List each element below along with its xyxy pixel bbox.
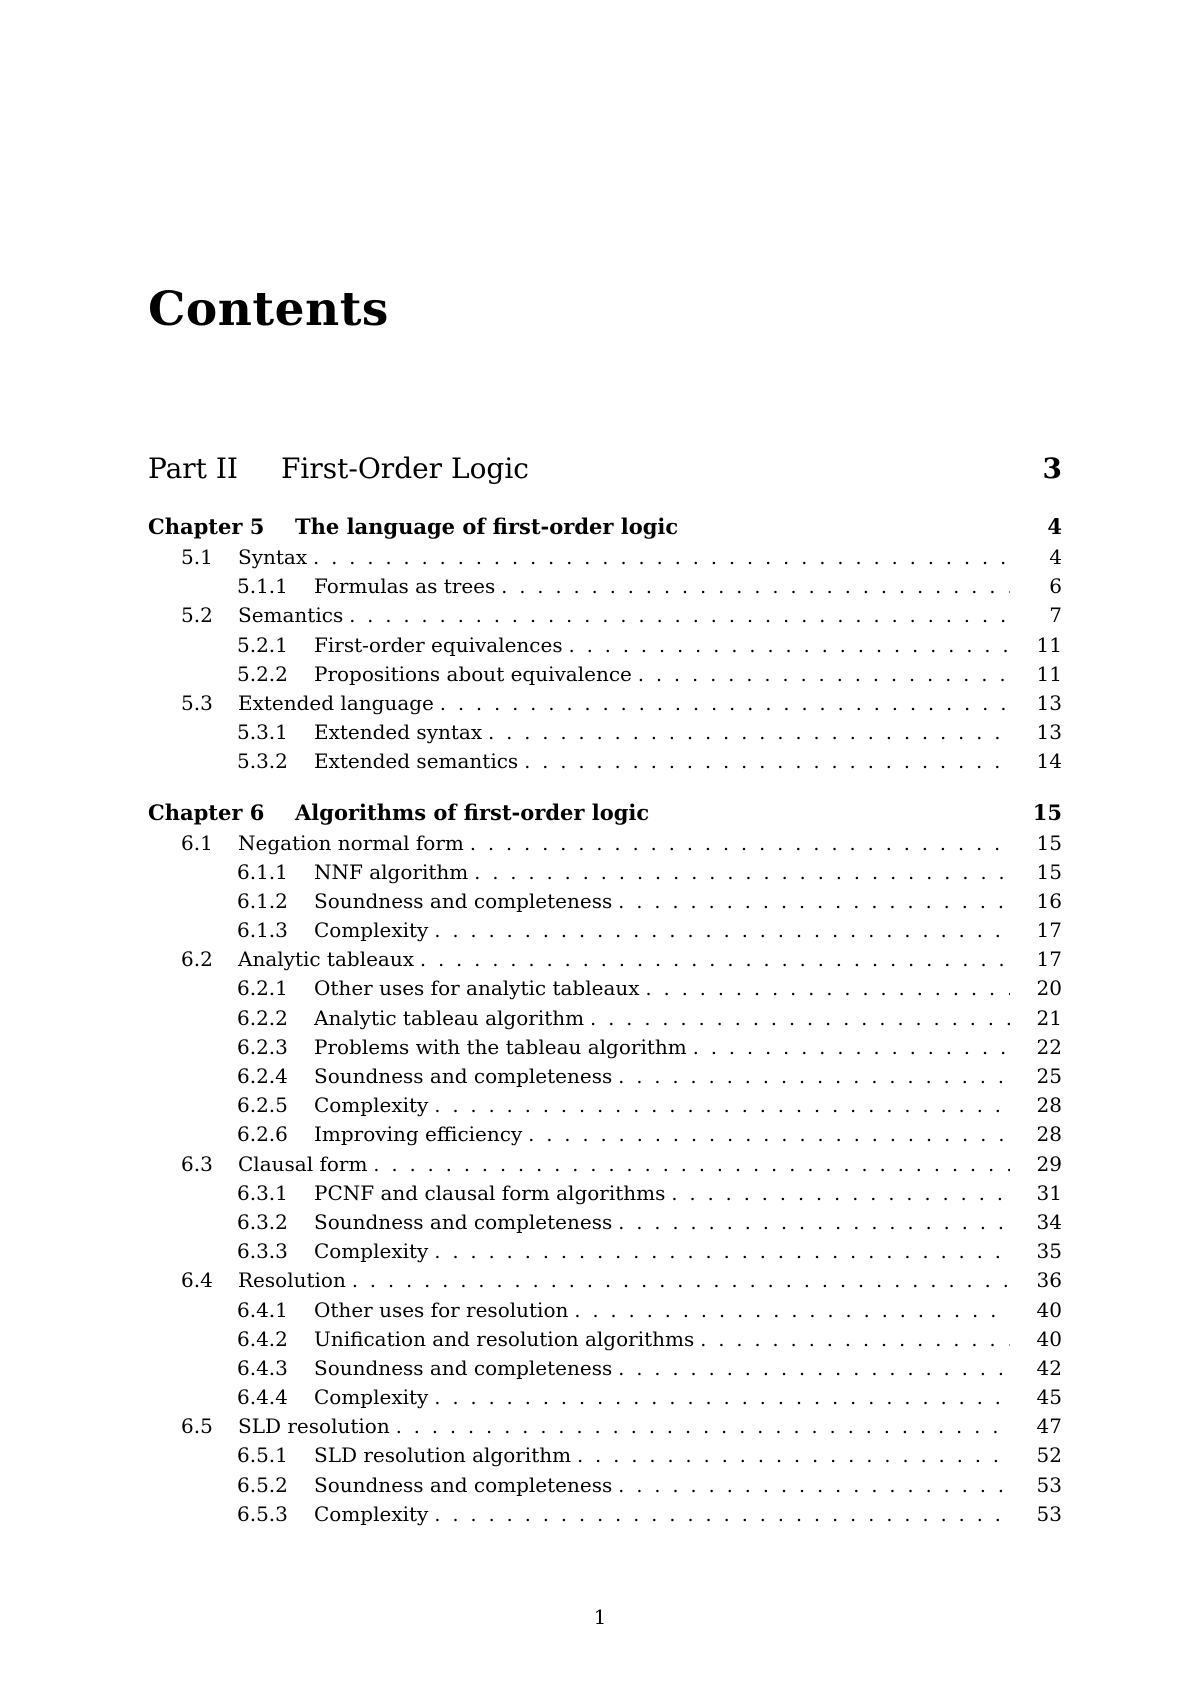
toc-subsection[interactable] xyxy=(148,1441,1062,1470)
dot-leader xyxy=(488,719,1010,748)
entry-number: 6.4.2 xyxy=(237,1326,288,1351)
entry-title: Unification and resolution algorithms xyxy=(314,1326,695,1351)
entry-number: 6.3.3 xyxy=(237,1239,288,1264)
chapter-title: The language of first-order logic xyxy=(295,514,679,539)
entry-page-number: 35 xyxy=(1036,1239,1062,1264)
entry-page-number: 36 xyxy=(1036,1268,1062,1293)
toc-section[interactable] xyxy=(148,1150,1062,1179)
entry-page-number: 45 xyxy=(1036,1385,1062,1410)
entry-page-number: 13 xyxy=(1036,690,1062,715)
toc-subsection[interactable] xyxy=(148,1179,1062,1208)
entry-title: Problems with the tableau algorithm xyxy=(314,1034,687,1059)
dot-leader xyxy=(470,830,1010,859)
dot-leader xyxy=(700,1326,1010,1355)
toc-subsection[interactable] xyxy=(148,974,1062,1003)
toc-subsection[interactable] xyxy=(148,631,1062,660)
chapter-page-number: 4 xyxy=(1047,514,1062,539)
entry-page-number: 14 xyxy=(1036,749,1062,774)
entry-number: 5.1 xyxy=(181,545,213,569)
entry-page-number: 29 xyxy=(1036,1151,1062,1176)
entry-number: 5.2 xyxy=(181,603,213,628)
entry-number: 6.4.4 xyxy=(237,1385,288,1410)
toc-subsection[interactable] xyxy=(148,1237,1062,1266)
entry-title: Soundness and completeness xyxy=(314,888,613,913)
entry-number: 5.3 xyxy=(181,690,213,715)
dot-leader xyxy=(434,1238,1010,1267)
toc-subsection[interactable] xyxy=(148,747,1062,776)
entry-page-number: 53 xyxy=(1036,1472,1062,1497)
entry-number: 6.5.2 xyxy=(237,1472,288,1497)
entry-page-number: 31 xyxy=(1036,1180,1062,1205)
toc-subsection[interactable] xyxy=(148,1004,1062,1033)
entry-number: 6.4 xyxy=(181,1268,213,1293)
dot-leader xyxy=(618,888,1010,917)
entry-title: Formulas as trees xyxy=(314,574,496,599)
dot-leader xyxy=(501,573,1010,602)
dot-leader xyxy=(440,690,1010,719)
entry-title: PCNF and clausal form algorithms xyxy=(314,1180,666,1205)
toc-subsection[interactable] xyxy=(148,1091,1062,1120)
entry-title: Complexity xyxy=(314,918,429,943)
dot-leader xyxy=(590,1005,1010,1034)
entry-title: Negation normal form xyxy=(238,830,464,855)
toc-subsection[interactable] xyxy=(148,1062,1062,1091)
entry-page-number: 7 xyxy=(1049,603,1062,628)
entry-title: Extended language xyxy=(238,690,434,715)
dot-leader xyxy=(349,602,1010,631)
entry-number: 6.2.4 xyxy=(237,1064,288,1088)
entry-number: 5.3.2 xyxy=(237,749,288,774)
toc-section[interactable] xyxy=(148,829,1062,858)
entry-title: Complexity xyxy=(314,1385,429,1410)
entry-number: 6.2.2 xyxy=(237,1005,288,1030)
toc-chapter xyxy=(148,514,1062,777)
entry-number: 5.2.2 xyxy=(237,661,288,686)
toc-subsection[interactable] xyxy=(148,572,1062,601)
entry-number: 6.1.3 xyxy=(237,918,288,943)
entry-title: Improving efficiency xyxy=(314,1122,523,1147)
chapter-list xyxy=(148,514,1062,1529)
entry-page-number: 42 xyxy=(1036,1355,1062,1380)
entry-page-number: 6 xyxy=(1049,574,1062,599)
entry-number: 6.5.1 xyxy=(237,1443,288,1468)
dot-leader xyxy=(618,1472,1010,1501)
toc-subsection[interactable] xyxy=(148,718,1062,747)
part-title: First-Order Logic xyxy=(281,452,529,485)
entry-title: Syntax xyxy=(238,545,308,569)
chapter-page-number: 15 xyxy=(1032,799,1062,825)
dot-leader xyxy=(313,544,1010,573)
entry-title: Analytic tableaux xyxy=(238,947,415,972)
entry-title: Soundness and completeness xyxy=(314,1472,613,1497)
dot-leader xyxy=(577,1442,1010,1471)
entry-number: 5.3.1 xyxy=(237,720,288,745)
toc-subsection[interactable] xyxy=(148,1500,1062,1529)
entry-title: Resolution xyxy=(238,1268,346,1293)
toc-subsection[interactable] xyxy=(148,1325,1062,1354)
entry-title: Extended syntax xyxy=(314,720,483,745)
entry-page-number: 40 xyxy=(1036,1326,1062,1351)
entry-page-number: 22 xyxy=(1036,1034,1062,1059)
entry-page-number: 11 xyxy=(1036,661,1062,686)
toc-subsection[interactable] xyxy=(148,916,1062,945)
dot-leader xyxy=(618,1063,1010,1092)
entry-title: Other uses for resolution xyxy=(314,1297,569,1322)
entry-title: Other uses for analytic tableaux xyxy=(314,976,640,1001)
entry-title: Soundness and completeness xyxy=(314,1064,613,1088)
toc-section[interactable] xyxy=(148,945,1062,974)
toc-section[interactable] xyxy=(148,689,1062,718)
chapter-number: Chapter 6 xyxy=(148,799,265,825)
entry-number: 6.2.1 xyxy=(237,976,288,1001)
chapter-number: Chapter 5 xyxy=(148,514,265,539)
entry-number: 6.2.5 xyxy=(237,1093,288,1118)
entry-title: Complexity xyxy=(314,1239,429,1264)
entry-page-number: 15 xyxy=(1036,859,1062,884)
entry-title: Soundness and completeness xyxy=(314,1355,613,1380)
page-title: Contents xyxy=(148,282,389,337)
dot-leader xyxy=(693,1034,1010,1063)
entry-page-number: 34 xyxy=(1036,1209,1062,1234)
entry-number: 6.5 xyxy=(181,1414,213,1439)
dot-leader xyxy=(524,748,1010,777)
entry-page-number: 20 xyxy=(1036,976,1062,1001)
toc-subsection[interactable] xyxy=(148,887,1062,916)
entry-title: Analytic tableau algorithm xyxy=(314,1005,585,1030)
entry-page-number: 28 xyxy=(1036,1093,1062,1118)
entry-number: 6.2 xyxy=(181,947,213,972)
entry-number: 6.1.1 xyxy=(237,859,288,884)
toc-subsection[interactable] xyxy=(148,1120,1062,1149)
entry-title: First-order equivalences xyxy=(314,632,563,657)
dot-leader xyxy=(434,1501,1010,1530)
toc-section[interactable] xyxy=(148,1412,1062,1441)
entry-title: Semantics xyxy=(238,603,344,628)
entry-page-number: 52 xyxy=(1036,1443,1062,1468)
entry-number: 6.4.1 xyxy=(237,1297,288,1322)
entry-page-number: 15 xyxy=(1036,830,1062,855)
entry-number: 6.5.3 xyxy=(237,1501,288,1526)
entry-title: NNF algorithm xyxy=(314,859,469,884)
dot-leader xyxy=(434,1384,1010,1413)
entry-page-number: 21 xyxy=(1036,1005,1062,1030)
entry-page-number: 16 xyxy=(1036,888,1062,913)
part-page-number: 3 xyxy=(1042,452,1062,485)
entry-page-number: 11 xyxy=(1036,632,1062,657)
toc-section[interactable] xyxy=(148,601,1062,630)
entry-page-number: 47 xyxy=(1036,1414,1062,1439)
entry-page-number: 40 xyxy=(1036,1297,1062,1322)
dot-leader xyxy=(646,975,1010,1004)
dot-leader xyxy=(618,1209,1010,1238)
dot-leader xyxy=(396,1413,1010,1442)
toc-chapter-heading[interactable] xyxy=(148,800,1062,829)
dot-leader xyxy=(638,661,1010,690)
entry-number: 6.4.3 xyxy=(237,1355,288,1380)
entry-number: 5.1.1 xyxy=(237,574,288,599)
toc-section[interactable] xyxy=(148,1266,1062,1295)
entry-number: 6.1 xyxy=(181,830,213,855)
entry-number: 6.3.1 xyxy=(237,1180,288,1205)
dot-leader xyxy=(618,1355,1010,1384)
toc-chapter-heading[interactable] xyxy=(148,514,1062,543)
entry-page-number: 28 xyxy=(1036,1122,1062,1147)
toc-section[interactable] xyxy=(148,543,1062,572)
entry-number: 6.2.3 xyxy=(237,1034,288,1059)
entry-number: 6.1.2 xyxy=(237,888,288,913)
entry-title: Propositions about equivalence xyxy=(314,661,632,686)
entry-number: 6.3 xyxy=(181,1151,213,1176)
dot-leader xyxy=(569,632,1010,661)
entry-page-number: 53 xyxy=(1036,1501,1062,1526)
toc-subsection[interactable] xyxy=(148,1296,1062,1325)
entry-title: Soundness and completeness xyxy=(314,1209,613,1234)
dot-leader xyxy=(420,946,1010,975)
toc-part[interactable] xyxy=(148,452,1062,488)
dot-leader xyxy=(474,859,1010,888)
toc-subsection[interactable] xyxy=(148,1471,1062,1500)
entry-number: 6.3.2 xyxy=(237,1209,288,1234)
dot-leader xyxy=(352,1267,1010,1296)
entry-page-number: 13 xyxy=(1036,720,1062,745)
dot-leader xyxy=(574,1297,1010,1326)
entry-title: Extended semantics xyxy=(314,749,519,774)
entry-page-number: 25 xyxy=(1036,1064,1062,1088)
toc-subsection[interactable] xyxy=(148,660,1062,689)
toc-subsection[interactable] xyxy=(148,1354,1062,1383)
entry-title: SLD resolution algorithm xyxy=(314,1443,572,1468)
entry-number: 6.2.6 xyxy=(237,1122,288,1147)
entry-title: Clausal form xyxy=(238,1151,368,1176)
part-number: Part II xyxy=(148,452,238,485)
page-number: 1 xyxy=(593,1605,607,1629)
dot-leader xyxy=(434,917,1010,946)
toc-chapter xyxy=(148,800,1062,1530)
toc-subsection[interactable] xyxy=(148,858,1062,887)
entry-page-number: 17 xyxy=(1036,918,1062,943)
dot-leader xyxy=(671,1180,1010,1209)
entry-title: SLD resolution xyxy=(238,1414,390,1439)
toc-subsection[interactable] xyxy=(148,1033,1062,1062)
dot-leader xyxy=(434,1092,1010,1121)
dot-leader xyxy=(373,1151,1010,1180)
table-of-contents xyxy=(148,452,1062,1552)
entry-page-number: 4 xyxy=(1049,545,1062,569)
chapter-title: Algorithms of first-order logic xyxy=(295,799,650,825)
entry-page-number: 17 xyxy=(1036,947,1062,972)
entry-title: Complexity xyxy=(314,1093,429,1118)
toc-subsection[interactable] xyxy=(148,1208,1062,1237)
dot-leader xyxy=(528,1121,1010,1150)
entry-title: Complexity xyxy=(314,1501,429,1526)
entry-number: 5.2.1 xyxy=(237,632,288,657)
toc-subsection[interactable] xyxy=(148,1383,1062,1412)
